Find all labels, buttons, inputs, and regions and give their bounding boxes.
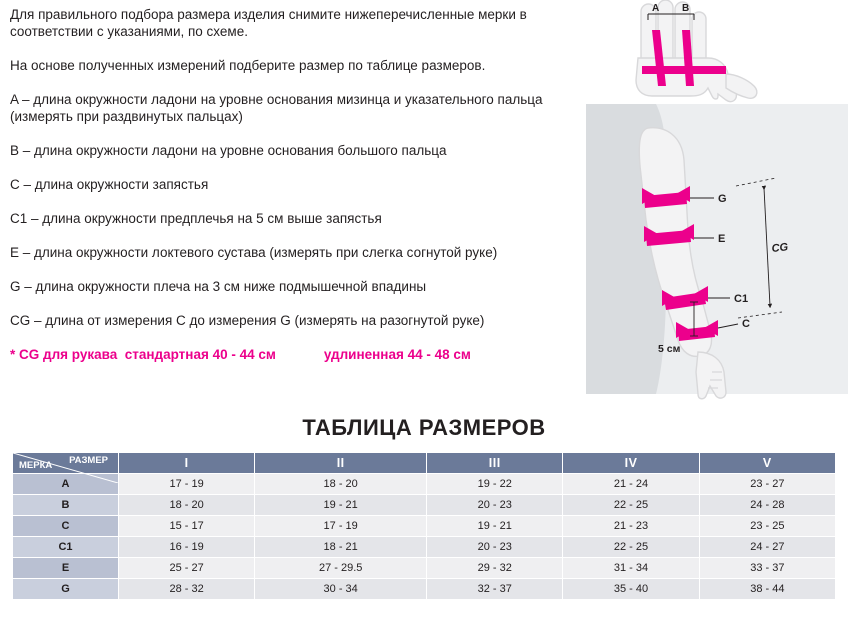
cg-note-standard: * CG для рукава стандартная 40 - 44 см [10,347,276,362]
row-label-g: G [13,579,119,600]
cell-g-2: 30 - 34 [255,579,427,600]
cell-a-3: 19 - 22 [427,474,563,495]
cell-g-3: 32 - 37 [427,579,563,600]
cell-c-1: 15 - 17 [119,516,255,537]
definition-e: E – длина окружности локтевого сустава (измерять при слегка согнутой руке) [10,245,498,260]
row-label-b: B [13,495,119,516]
cell-e-1: 25 - 27 [119,558,255,579]
table-row [13,516,836,537]
sizes-table [12,452,836,600]
table-row [13,558,836,579]
cell-e-3: 29 - 32 [427,558,563,579]
arm-label-cg: CG [771,241,789,255]
row-label-a: A [13,474,119,495]
measure-label-5cm: 5 см [658,343,681,355]
hand-label-b: B [682,3,690,14]
cell-c1-4: 22 - 25 [563,537,699,558]
cell-a-4: 21 - 24 [563,474,699,495]
table-corner-row-label: МЕРКА [19,460,53,471]
hand-label-a: A [652,3,660,14]
table-row [13,495,836,516]
cg-note [10,347,585,362]
arm-label-c: C [742,318,750,330]
cell-a-2: 18 - 20 [255,474,427,495]
table-row [13,579,836,600]
arm-label-e: E [718,233,726,245]
table-corner-cell [13,453,119,474]
column-header-3: III [427,453,563,474]
cell-g-4: 35 - 40 [563,579,699,600]
definition-cg: CG – длина от измерения C до измерения G (измерять на разогнутой руке) [10,313,485,328]
definition-c: C – длина окружности запястья [10,177,209,192]
arm-label-g: G [718,193,727,205]
cell-c1-1: 16 - 19 [119,537,255,558]
column-header-1: I [119,453,255,474]
cell-a-5: 23 - 27 [699,474,835,495]
cell-b-3: 20 - 23 [427,495,563,516]
intro-paragraph-2: На основе полученных измерений подберите размер по таблице размеров. [10,58,486,73]
definition-g: G – длина окружности плеча на 3 см ниже подмышечной впадины [10,279,427,294]
cell-c-2: 17 - 19 [255,516,427,537]
definition-a: A – длина окружности ладони на уровне основания мизинца и указательного пальца (измерять при раздвинутых пальцах) [10,92,543,124]
row-label-c1: C1 [13,537,119,558]
cell-b-5: 24 - 28 [699,495,835,516]
table-row [13,474,836,495]
cell-e-2: 27 - 29.5 [255,558,427,579]
cell-c1-5: 24 - 27 [699,537,835,558]
cell-g-5: 38 - 44 [699,579,835,600]
table-header-row [13,453,836,474]
column-header-5: V [699,453,835,474]
cell-e-5: 33 - 37 [699,558,835,579]
cg-note-long: удлиненная 44 - 48 см [323,347,471,362]
arm-diagram [586,104,848,399]
cell-g-1: 28 - 32 [119,579,255,600]
row-label-e: E [13,558,119,579]
measurement-illustration [586,0,848,400]
column-header-4: IV [563,453,699,474]
cell-b-4: 22 - 25 [563,495,699,516]
cell-a-1: 17 - 19 [119,474,255,495]
table-title: ТАБЛИЦА РАЗМЕРОВ [302,415,546,440]
row-label-c: C [13,516,119,537]
hand-diagram [636,0,757,102]
cell-e-4: 31 - 34 [563,558,699,579]
table-row [13,537,836,558]
cell-c1-3: 20 - 23 [427,537,563,558]
cell-b-1: 18 - 20 [119,495,255,516]
table-corner-col-label: РАЗМЕР [69,455,108,466]
instructions-column [10,0,585,362]
cell-b-2: 19 - 21 [255,495,427,516]
definition-c1: C1 – длина окружности предплечья на 5 см выше запястья [10,211,382,226]
cell-c1-2: 18 - 21 [255,537,427,558]
definition-b: B – длина окружности ладони на уровне основания большого пальца [10,143,447,158]
column-header-2: II [255,453,427,474]
cell-c-3: 19 - 21 [427,516,563,537]
arm-label-c1: C1 [734,293,749,305]
intro-paragraph: Для правильного подбора размера изделия снимите нижеперечисленные мерки в соответствии с указаниями, по схеме. [10,7,527,39]
cell-c-4: 21 - 23 [563,516,699,537]
cell-c-5: 23 - 25 [699,516,835,537]
